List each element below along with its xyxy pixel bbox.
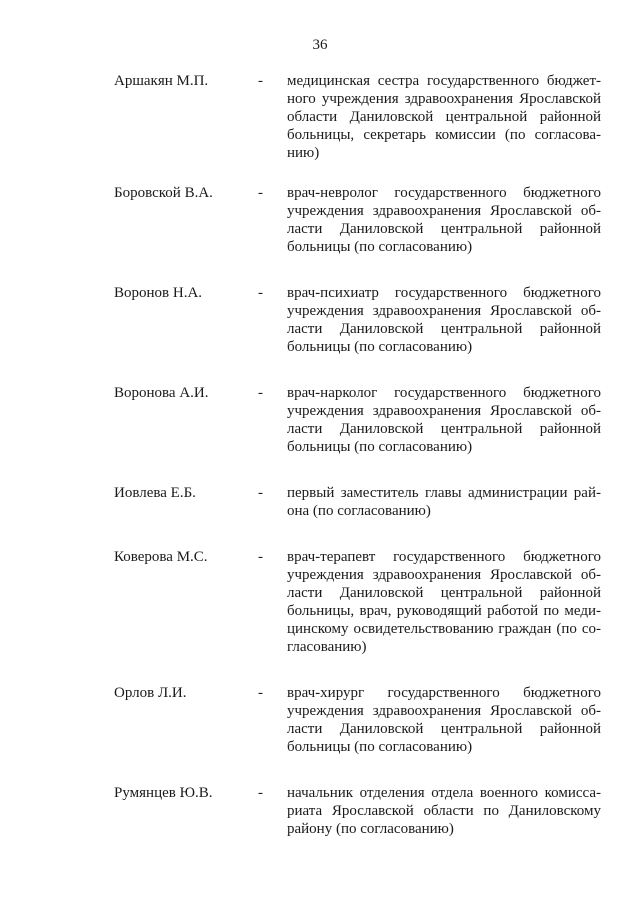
member-entry [0,284,640,356]
member-dash: - [258,685,263,701]
member-name: Коверова М.С. [114,549,208,565]
member-name: Воронова А.И. [114,385,209,401]
member-entry [0,548,640,656]
member-dash: - [258,485,263,501]
member-role: первый заместитель главы администрации района (по согласованию) [287,485,601,519]
member-role: начальник отделения отдела военного комиссариата Ярославской области по Даниловскому району (по согласованию) [287,785,601,837]
member-dash: - [258,185,263,201]
member-role: врач-психиатр государственного бюджетного учреждения здравоохранения Ярославской области Даниловской центральной районной больницы (по согласованию) [287,285,601,355]
member-name: Боровской В.А. [114,185,213,201]
member-entry [0,784,640,838]
member-name: Румянцев Ю.В. [114,785,213,801]
member-entry [0,384,640,456]
member-dash: - [258,285,263,301]
member-name: Аршакян М.П. [114,73,209,89]
page-number: 36 [312,37,328,53]
commission-member-list [0,72,640,838]
member-role: врач-нарколог государственного бюджетного учреждения здравоохранения Ярославской области Даниловской центральной районной больницы (по согласованию) [287,385,601,455]
member-name: Иовлева Е.Б. [114,485,196,501]
member-dash: - [258,549,263,565]
member-dash: - [258,73,263,89]
member-entry [0,484,640,520]
member-role: медицинская сестра государственного бюджетного учреждения здравоохранения Ярославской области Даниловской центральной районной больницы, секретарь комиссии (по согласованию) [287,73,601,161]
member-dash: - [258,785,263,801]
member-dash: - [258,385,263,401]
member-name: Воронов Н.А. [114,285,203,301]
member-entry [0,72,640,162]
member-name: Орлов Л.И. [114,685,187,701]
member-role: врач-терапевт государственного бюджетного учреждения здравоохранения Ярославской области Даниловской центральной районной больницы, врач, руководящий работой по медицинскому освидетельствованию граждан (по согласованию) [287,549,601,655]
member-role: врач-хирург государственного бюджетного учреждения здравоохранения Ярославской области Даниловской центральной районной больницы (по согласованию) [287,685,601,755]
member-entry [0,684,640,756]
member-role: врач-невролог государственного бюджетного учреждения здравоохранения Ярославской области Даниловской центральной районной больницы (по согласованию) [287,185,601,255]
member-entry [0,184,640,256]
